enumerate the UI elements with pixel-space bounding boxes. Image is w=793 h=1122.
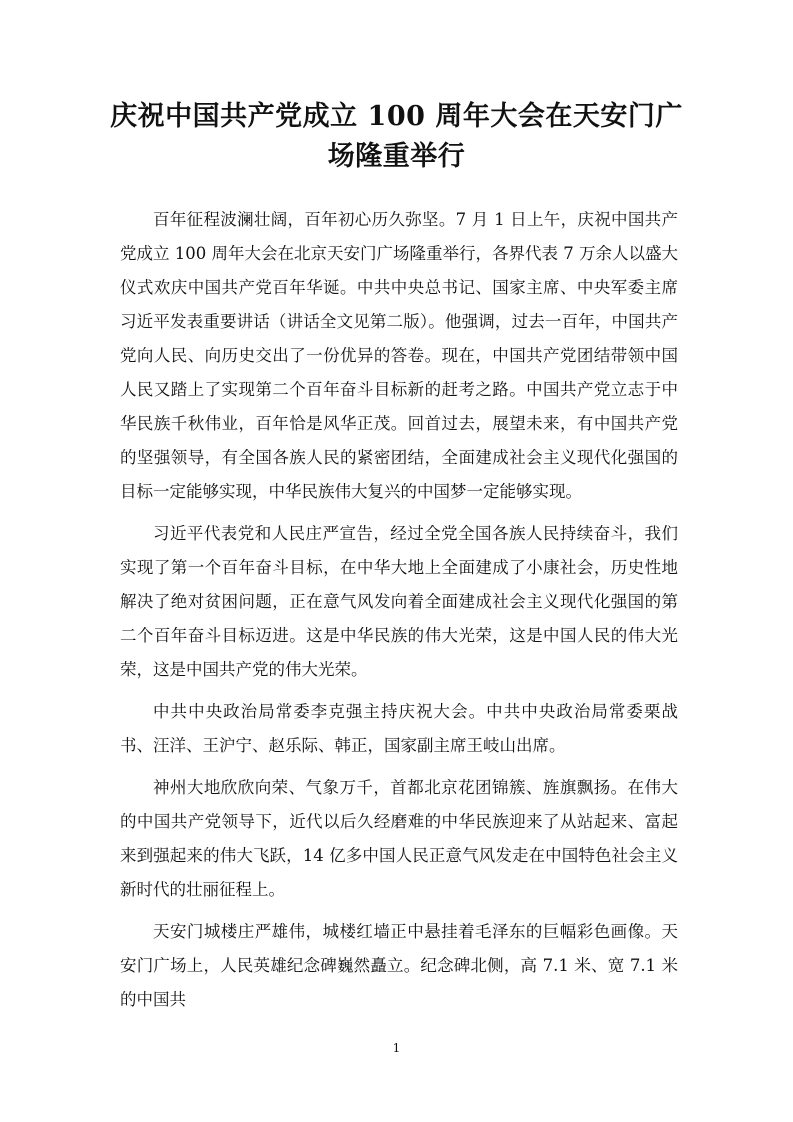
paragraph-4: 神州大地欣欣向荣、气象万千，首都北京花团锦簇、旌旗飘扬。在伟大的中国共产党领导下，近代以后久经磨难的中华民族迎来了从站起来、富起来到强起来的伟大飞跃，14 亿多中国人民正意气风发走在中国特色社会主义新时代的壮丽征程上。 xyxy=(120,778,678,899)
paragraph-1: 百年征程波澜壮阔，百年初心历久弥坚。7 月 1 日上午，庆祝中国共产党成立 100 周年大会在北京天安门广场隆重举行，各界代表 7 万余人以盛大仪式欢庆中国共产党百年华诞。中共中央总书记、国家主席、中央军委主席习近平发表重要讲话（讲话全文见第二版）。他强调，过去一百年，中国共产党向人民、向历史交出了一份优异的答卷。现在，中国共产党团结带领中国人民又踏上了实现第二个百年奋斗目标新的赶考之路。中国共产党立志于中华民族千秋伟业，百年恰是风华正茂。回首过去，展望未来，有中国共产党的坚强领导，有全国各族人民的紧密团结，全面建成社会主义现代化强国的目标一定能够实现，中华民族伟大复兴的中国梦一定能够实现。 xyxy=(120,210,678,501)
paragraph-3: 中共中央政治局常委李克强主持庆祝大会。中共中央政治局常委栗战书、汪洋、王沪宁、赵乐际、韩正，国家副主席王岐山出席。 xyxy=(120,702,678,755)
article-title: 庆祝中国共产党成立 100 周年大会在天安门广场隆重举行 xyxy=(110,101,683,172)
article-body xyxy=(120,203,678,1025)
page-number: 1 xyxy=(392,1041,401,1055)
paragraph-5: 天安门城楼庄严雄伟，城楼红墙正中悬挂着毛泽东的巨幅彩色画像。天安门广场上，人民英雄纪念碑巍然矗立。纪念碑北侧，高 7.1 米、宽 7.1 米的中国共 xyxy=(120,922,678,1009)
paragraph-2: 习近平代表党和人民庄严宣告，经过全党全国各族人民持续奋斗，我们实现了第一个百年奋斗目标，在中华大地上全面建成了小康社会，历史性地解决了绝对贫困问题，正在意气风发向着全面建成社会主义现代化强国的第二个百年奋斗目标迈进。这是中华民族的伟大光荣，这是中国人民的伟大光荣，这是中国共产党的伟大光荣。 xyxy=(120,524,678,679)
